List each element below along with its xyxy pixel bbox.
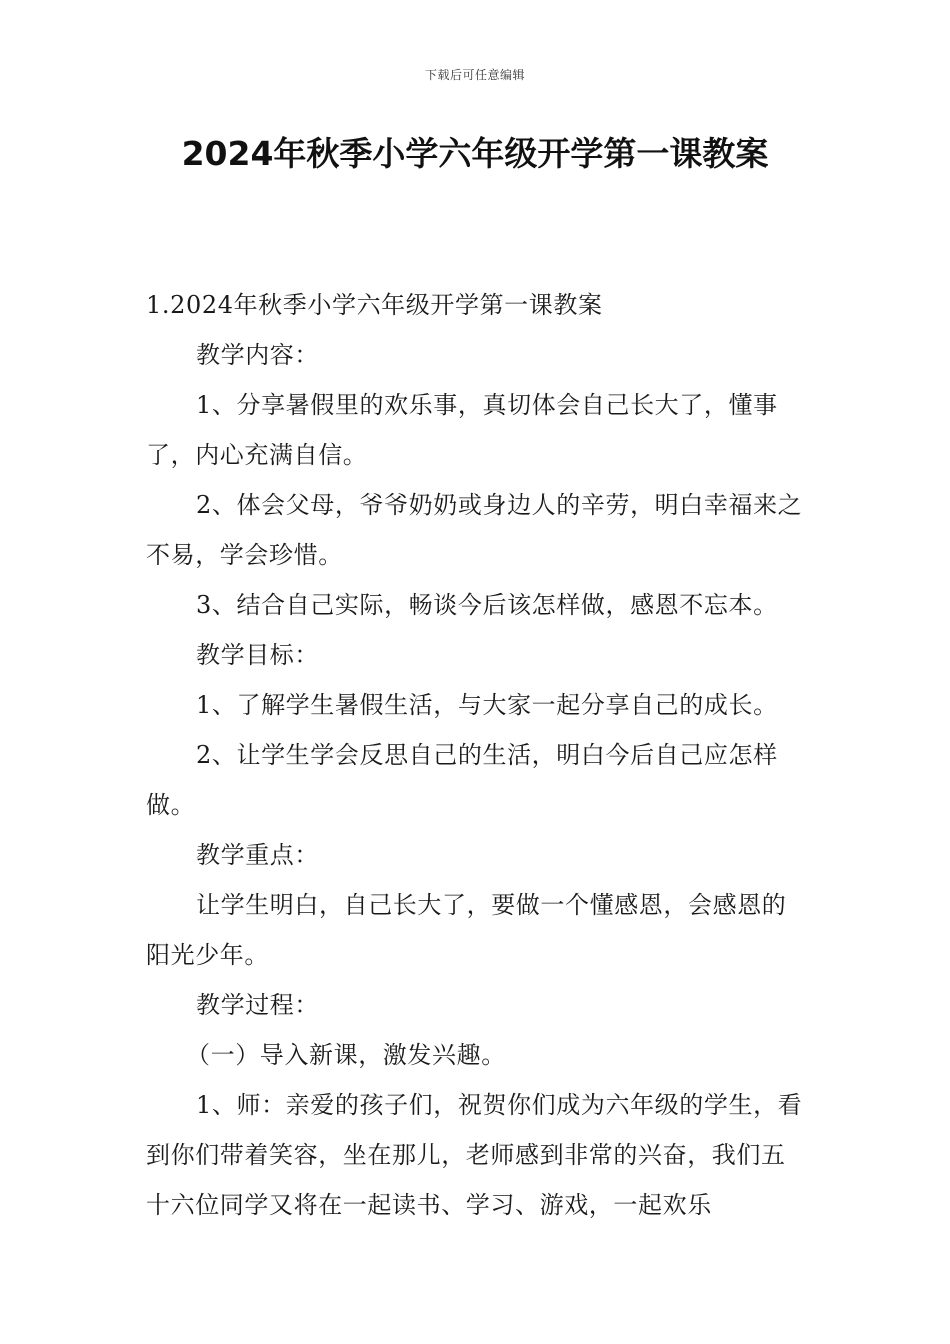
paragraph: 1、师：亲爱的孩子们，祝贺你们成为六年级的学生，看到你们带着笑容，坐在那儿，老师感到非常的兴奋，我们五十六位同学又将在一起读书、学习、游戏，一起欢乐 bbox=[146, 1091, 803, 1219]
subheading-teaching-content: 教学内容： bbox=[196, 341, 319, 369]
paragraph: （一）导入新课，激发兴趣。 bbox=[186, 1041, 506, 1069]
document-title: 2024年秋季小学六年级开学第一课教案 bbox=[181, 134, 769, 173]
subheading-teaching-goals: 教学目标： bbox=[196, 641, 319, 669]
document-body bbox=[146, 280, 808, 1230]
header-note: 下载后可任意编辑 bbox=[424, 68, 525, 82]
paragraph: 3、结合自己实际，畅谈今后该怎样做，感恩不忘本。 bbox=[196, 591, 778, 619]
paragraph: 1、分享暑假里的欢乐事，真切体会自己长大了，懂事了，内心充满自信。 bbox=[146, 391, 778, 469]
paragraph: 2、让学生学会反思自己的生活，明白今后自己应怎样做。 bbox=[146, 741, 778, 819]
subheading-teaching-process: 教学过程： bbox=[196, 991, 319, 1019]
paragraph: 2、体会父母，爷爷奶奶或身边人的辛劳，明白幸福来之不易，学会珍惜。 bbox=[146, 491, 803, 569]
section-heading: 1.2024年秋季小学六年级开学第一课教案 bbox=[146, 291, 603, 319]
subheading-teaching-focus: 教学重点： bbox=[196, 841, 319, 869]
paragraph: 1、了解学生暑假生活，与大家一起分享自己的成长。 bbox=[196, 691, 778, 719]
paragraph: 让学生明白，自己长大了，要做一个懂感恩，会感恩的阳光少年。 bbox=[146, 891, 787, 969]
